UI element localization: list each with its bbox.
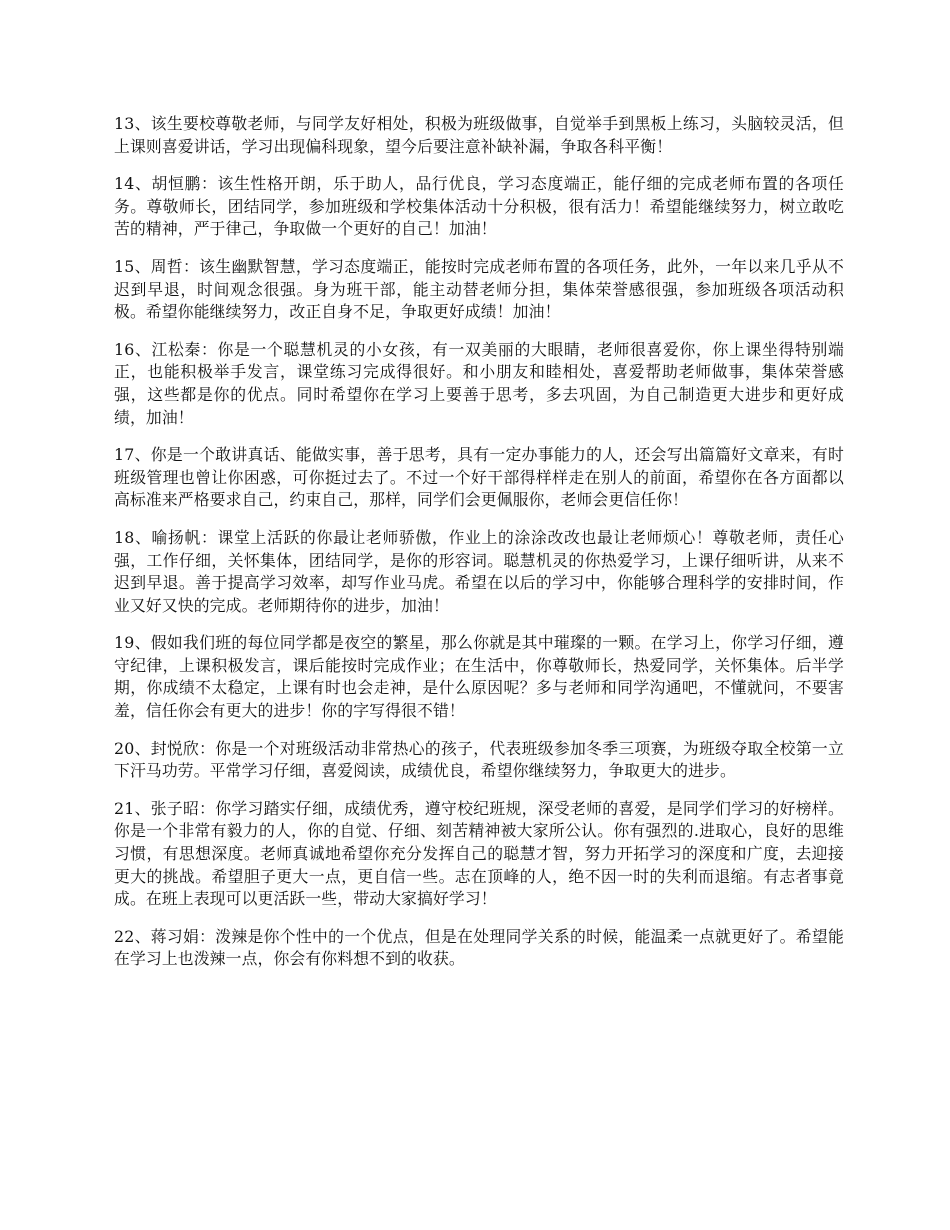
paragraph-17: 17、你是一个敢讲真话、能做实事，善于思考，具有一定办事能力的人，还会写出篇篇好文章来，有时班级管理也曾让你困惑，可你挺过去了。不过一个好干部得样样走在别人的前面，希望你在各方面都以高标准来严格要求自己，约束自己，那样，同学们会更佩服你，老师会更信任你！ (114, 445, 844, 510)
document-body (114, 113, 844, 986)
paragraph-19: 19、假如我们班的每位同学都是夜空的繁星，那么你就是其中璀璨的一颗。在学习上，你学习仔细，遵守纪律，上课积极发言，课后能按时完成作业；在生活中，你尊敬师长，热爱同学，关怀集体。后半学期，你成绩不太稳定，上课有时也会走神，是什么原因呢？多与老师和同学沟通吧，不懂就问，不要害羞，信任你会有更大的进步！你的字写得很不错！ (114, 633, 844, 721)
paragraph-16: 16、江松秦：你是一个聪慧机灵的小女孩，有一双美丽的大眼睛，老师很喜爱你，你上课坐得特别端正，也能积极举手发言，课堂练习完成得很好。和小朋友和睦相处，喜爱帮助老师做事，集体荣誉感强，这些都是你的优点。同时希望你在学习上要善于思考，多去巩固，为自己制造更大进步和更好成绩，加油！ (114, 339, 844, 427)
paragraph-21: 21、张子昭：你学习踏实仔细，成绩优秀，遵守校纪班规，深受老师的喜爱，是同学们学习的好榜样。你是一个非常有毅力的人，你的自觉、仔细、刻苦精神被大家所公认。你有强烈的.进取心，良好的思维习惯，有思想深度。老师真诚地希望你充分发挥自己的聪慧才智，努力开拓学习的深度和广度，去迎接更大的挑战。希望胆子更大一点，更自信一些。志在顶峰的人，绝不因一时的失利而退缩。有志者事竟成。在班上表现可以更活跃一些，带动大家搞好学习！ (114, 798, 844, 909)
paragraph-15: 15、周哲：该生幽默智慧，学习态度端正，能按时完成老师布置的各项任务，此外，一年以来几乎从不迟到早退，时间观念很强。身为班干部，能主动替老师分担，集体荣誉感很强，参加班级各项活动积极。希望你能继续努力，改正自身不足，争取更好成绩！加油！ (114, 256, 844, 322)
paragraph-20: 20、封悦欣：你是一个对班级活动非常热心的孩子，代表班级参加冬季三项赛，为班级夺取全校第一立下汗马功劳。平常学习仔细，喜爱阅读，成绩优良，希望你继续努力，争取更大的进步。 (114, 738, 844, 781)
paragraph-22: 22、蒋习娟：泼辣是你个性中的一个优点，但是在处理同学关系的时候，能温柔一点就更好了。希望能在学习上也泼辣一点，你会有你料想不到的收获。 (114, 926, 844, 969)
paragraph-18: 18、喻扬帆：课堂上活跃的你最让老师骄傲，作业上的涂涂改改也最让老师烦心！尊敬老师，责任心强，工作仔细，关怀集体，团结同学，是你的形容词。聪慧机灵的你热爱学习，上课仔细听讲，从来不迟到早退。善于提高学习效率，却写作业马虎。希望在以后的学习中，你能够合理科学的安排时间，作业又好又快的完成。老师期待你的进步，加油！ (114, 527, 844, 615)
paragraph-14: 14、胡恒鹏：该生性格开朗，乐于助人，品行优良，学习态度端正，能仔细的完成老师布置的各项任务。尊敬师长，团结同学，参加班级和学校集体活动十分积极，很有活力！希望能继续努力，树立敢吃苦的精神，严于律己，争取做一个更好的自己！加油！ (114, 174, 844, 239)
paragraph-13: 13、该生要校尊敬老师，与同学友好相处，积极为班级做事，自觉举手到黑板上练习，头脑较灵活，但上课则喜爱讲话，学习出现偏科现象，望今后要注意补缺补漏，争取各科平衡！ (114, 114, 844, 156)
